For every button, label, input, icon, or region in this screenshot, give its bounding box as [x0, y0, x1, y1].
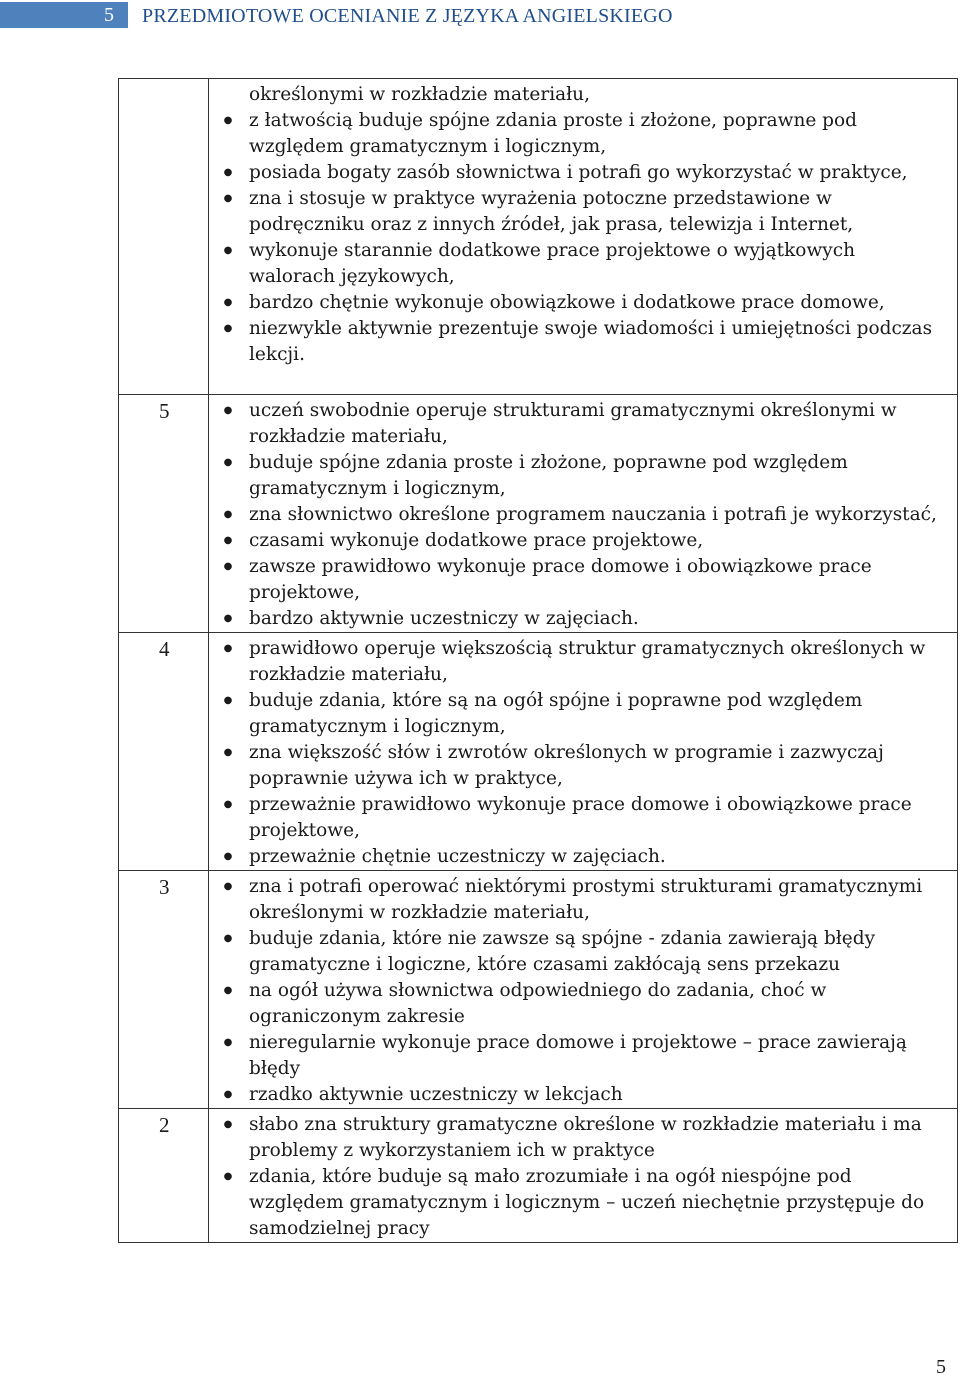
bullet-icon: ●: [223, 115, 233, 126]
grade-cell: [119, 79, 209, 395]
criterion-item: [209, 108, 941, 160]
bullet-icon: ●: [223, 457, 233, 468]
criteria-list: [209, 82, 941, 368]
criterion-item: [209, 82, 941, 108]
bullet-icon: ●: [223, 1171, 233, 1182]
criterion-text: zna słownictwo określone programem nauczania i potrafi je wykorzystać,: [249, 504, 937, 525]
grade-row: [119, 395, 958, 633]
criterion-text: bardzo aktywnie uczestniczy w zajęciach.: [249, 608, 639, 629]
criterion-item: [209, 1082, 941, 1108]
criterion-text: przeważnie chętnie uczestniczy w zajęciach.: [249, 846, 666, 867]
criterion-text: niezwykle aktywnie prezentuje swoje wiadomości i umiejętności podczas lekcji.: [249, 318, 933, 365]
bullet-icon: ●: [223, 245, 233, 256]
criterion-item: [209, 398, 941, 450]
grade-row: [119, 1109, 958, 1243]
criterion-item: [209, 688, 941, 740]
bullet-icon: ●: [223, 799, 233, 810]
criterion-text: z łatwością buduje spójne zdania proste i złożone, poprawne pod względem gramatycznym i logicznym,: [249, 110, 858, 157]
criterion-text: prawidłowo operuje większością struktur gramatycznych określonych w rozkładzie materiału,: [249, 638, 926, 685]
criterion-text: buduje zdania, które nie zawsze są spójne - zdania zawierają błędy gramatyczne i logiczne, które czasami zakłócają sens przekazu: [249, 928, 876, 975]
criterion-text: zna i stosuje w praktyce wyrażenia potoczne przedstawione w podręczniku oraz z innych źródeł, jak prasa, telewizja i Internet,: [249, 188, 854, 235]
criterion-text: uczeń swobodnie operuje strukturami gramatycznymi określonymi w rozkładzie materiału,: [249, 400, 897, 447]
criteria-cell: [209, 79, 958, 395]
criterion-text: określonymi w rozkładzie materiału,: [249, 84, 590, 105]
criterion-text: zdania, które buduje są mało zrozumiałe i na ogół niespójne pod względem gramatycznym i logicznym – uczeń niechętnie przystępuje do samodzielnej pracy: [249, 1166, 925, 1239]
bullet-icon: ●: [223, 323, 233, 334]
criterion-item: [209, 238, 941, 290]
criterion-item: [209, 450, 941, 502]
footer-page-number: 5: [936, 1356, 946, 1378]
bullet-icon: ●: [223, 1037, 233, 1048]
criterion-text: zawsze prawidłowo wykonuje prace domowe i obowiązkowe prace projektowe,: [249, 556, 872, 603]
criterion-item: [209, 844, 941, 870]
criterion-text: przeważnie prawidłowo wykonuje prace domowe i obowiązkowe prace projektowe,: [249, 794, 912, 841]
criterion-text: buduje spójne zdania proste i złożone, poprawne pod względem gramatycznym i logicznym,: [249, 452, 848, 499]
criterion-text: nieregularnie wykonuje prace domowe i projektowe – prace zawierają błędy: [249, 1032, 907, 1079]
criterion-item: [209, 160, 941, 186]
criterion-text: wykonuje starannie dodatkowe prace projektowe o wyjątkowych walorach językowych,: [249, 240, 856, 287]
criterion-item: [209, 554, 941, 606]
bullet-icon: ●: [223, 851, 233, 862]
criteria-list: [209, 1112, 941, 1242]
header-title: PRZEDMIOTOWE OCENIANIE Z JĘZYKA ANGIELSKIEGO: [142, 5, 673, 27]
bullet-icon: ●: [223, 1089, 233, 1100]
bullet-icon: ●: [223, 561, 233, 572]
bullet-icon: ●: [223, 509, 233, 520]
grade-cell: 5: [119, 395, 209, 633]
bullet-icon: ●: [223, 167, 233, 178]
criterion-text: czasami wykonuje dodatkowe prace projektowe,: [249, 530, 704, 551]
bullet-icon: ●: [223, 1119, 233, 1130]
criterion-item: [209, 636, 941, 688]
criterion-text: posiada bogaty zasób słownictwa i potrafi go wykorzystać w praktyce,: [249, 162, 908, 183]
criterion-text: rzadko aktywnie uczestniczy w lekcjach: [249, 1084, 623, 1105]
criteria-cell: [209, 395, 958, 633]
bullet-icon: ●: [223, 193, 233, 204]
grade-cell: 3: [119, 871, 209, 1109]
page-header: [0, 0, 960, 30]
criterion-text: zna i potrafi operować niektórymi prostymi strukturami gramatycznymi określonymi w rozkładzie materiału,: [249, 876, 923, 923]
criterion-item: [209, 1112, 941, 1164]
bullet-icon: ●: [223, 695, 233, 706]
bullet-icon: ●: [223, 405, 233, 416]
grade-row: [119, 871, 958, 1109]
bullet-icon: ●: [223, 643, 233, 654]
criterion-text: zna większość słów i zwrotów określonych w programie i zazwyczaj poprawnie używa ich w praktyce,: [249, 742, 884, 789]
criterion-text: buduje zdania, które są na ogół spójne i poprawne pod względem gramatycznym i logicznym,: [249, 690, 863, 737]
bullet-icon: ●: [223, 613, 233, 624]
criterion-item: [209, 290, 941, 316]
bullet-icon: ●: [223, 297, 233, 308]
criteria-cell: [209, 1109, 958, 1243]
criterion-text: słabo zna struktury gramatyczne określone w rozkładzie materiału i ma problemy z wykorzystaniem ich w praktyce: [249, 1114, 922, 1161]
criteria-list: [209, 398, 941, 632]
bullet-icon: ●: [223, 747, 233, 758]
criteria-list: [209, 636, 941, 870]
criterion-item: [209, 502, 941, 528]
criterion-item: [209, 926, 941, 978]
criterion-item: [209, 740, 941, 792]
criteria-list: [209, 874, 941, 1108]
criterion-item: [209, 978, 941, 1030]
criterion-item: [209, 528, 941, 554]
grade-row: [119, 633, 958, 871]
criterion-item: [209, 874, 941, 926]
grade-cell: 2: [119, 1109, 209, 1243]
criterion-item: [209, 316, 941, 368]
bullet-icon: ●: [223, 881, 233, 892]
criterion-item: [209, 792, 941, 844]
bullet-icon: ●: [223, 985, 233, 996]
criteria-cell: [209, 633, 958, 871]
bullet-icon: ●: [223, 933, 233, 944]
grading-criteria-table: [118, 78, 958, 1243]
criterion-item: [209, 606, 941, 632]
bullet-icon: ●: [223, 535, 233, 546]
grade-cell: 4: [119, 633, 209, 871]
criterion-text: na ogół używa słownictwa odpowiedniego do zadania, choć w ograniczonym zakresie: [249, 980, 827, 1027]
grade-row: [119, 79, 958, 395]
header-page-number: 5: [0, 2, 128, 28]
criterion-item: [209, 186, 941, 238]
criterion-item: [209, 1164, 941, 1242]
criterion-item: [209, 1030, 941, 1082]
criteria-cell: [209, 871, 958, 1109]
criterion-text: bardzo chętnie wykonuje obowiązkowe i dodatkowe prace domowe,: [249, 292, 885, 313]
